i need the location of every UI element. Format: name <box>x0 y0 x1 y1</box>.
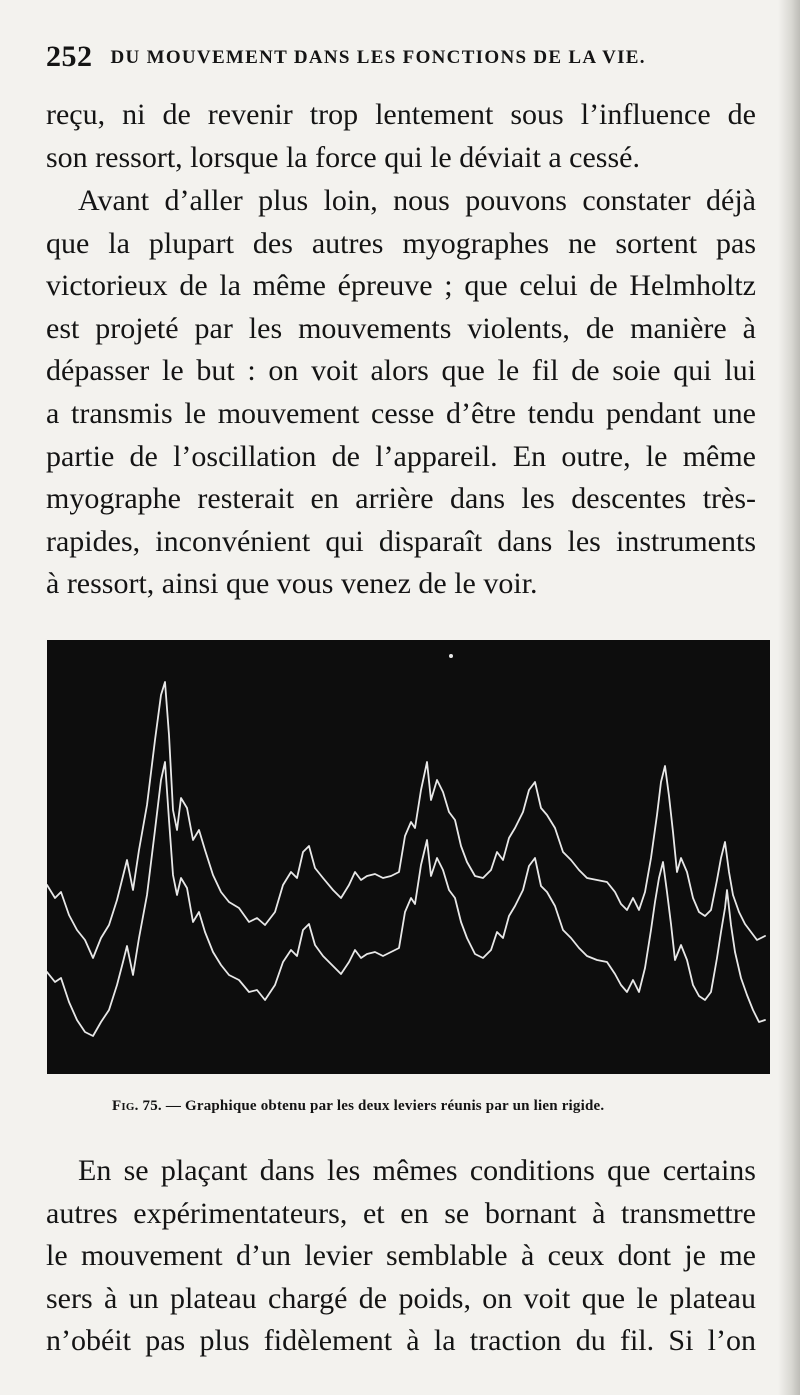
text-line: est projeté par les mouvements violents, de manière à <box>46 311 756 345</box>
running-title: DU MOUVEMENT DANS LES FONCTIONS DE LA VIE. <box>110 47 646 68</box>
text-line: En se plaçant dans les mêmes conditions que certains <box>78 1154 756 1187</box>
figure-plate <box>47 640 770 1074</box>
lower-trace <box>47 762 765 1036</box>
page-number: 252 <box>46 40 93 73</box>
figure-caption-text: — Graphique obtenu par les deux leviers réunis par un lien rigide. <box>165 1098 605 1114</box>
text-line: son ressort, lorsque la force qui le déviait a cessé. <box>46 140 640 174</box>
text-line: partie de l’oscillation de l’appareil. En outre, le même <box>46 439 756 473</box>
text-line: myographe resterait en arrière dans les descentes très- <box>46 482 756 516</box>
paragraph-continuation <box>46 94 756 179</box>
text-line: a transmis le mouvement cesse d’être tendu pendant une <box>46 396 756 430</box>
running-head <box>46 40 746 80</box>
figure-caption <box>112 1098 732 1115</box>
figure-label: Fig. 75. <box>112 1098 162 1114</box>
text-line: rapides, inconvénient qui disparaît dans les instruments <box>46 524 756 558</box>
text-line: à ressort, ainsi que vous venez de le voir. <box>46 567 538 601</box>
text-line: autres expérimentateurs, et en se bornant à transmettre <box>46 1196 756 1230</box>
myograph-tracing <box>47 640 770 1074</box>
paragraph-plateau <box>46 1150 756 1363</box>
upper-trace <box>47 682 765 958</box>
text-line: que la plupart des autres myographes ne sortent pas <box>46 226 756 260</box>
text-line: Avant d’aller plus loin, nous pouvons constater déjà <box>78 184 756 217</box>
page-edge-shadow <box>778 0 800 1395</box>
text-line: sers à un plateau chargé de poids, on voit que le plateau <box>46 1281 756 1315</box>
text-line: victorieux de la même épreuve ; que celui de Helmholtz <box>46 269 756 303</box>
text-line: le mouvement d’un levier semblable à ceux dont je me <box>46 1239 756 1273</box>
text-line: n’obéit pas plus fidèlement à la traction du fil. Si l’on <box>46 1324 756 1358</box>
text-line: dépasser le but : on voit alors que le fil de soie qui lui <box>46 354 756 388</box>
text-line: reçu, ni de revenir trop lentement sous l’influence de <box>46 98 756 131</box>
paragraph-myographes <box>46 180 756 606</box>
